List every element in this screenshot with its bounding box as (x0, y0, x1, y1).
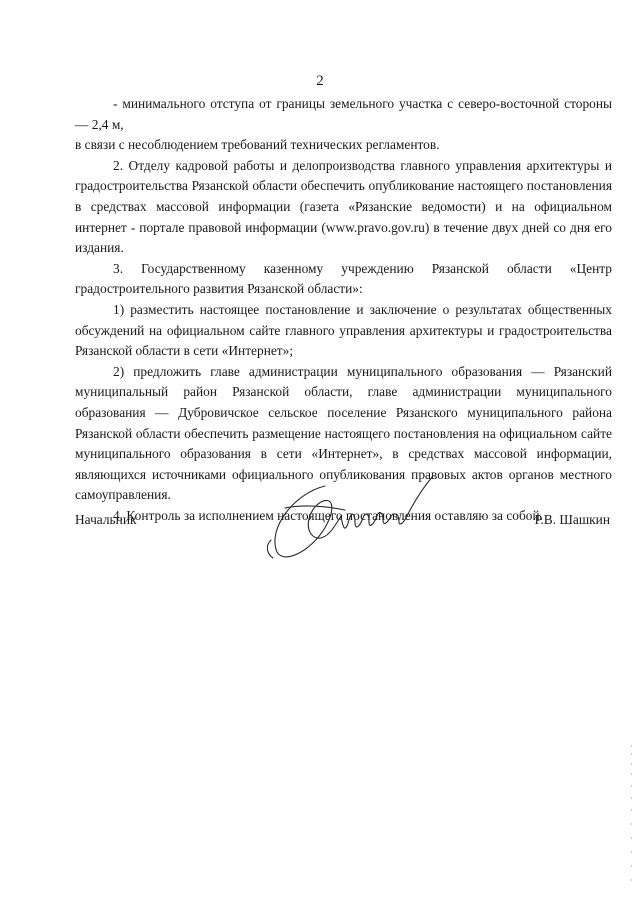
handwritten-signature-icon (255, 468, 445, 568)
paragraph-regulations: в связи с несоблюдением требований технических регламентов. (75, 137, 440, 153)
document-body (75, 94, 612, 526)
paragraph-subitem-1: 1) разместить настоящее постановление и заключение о результатах общественных обсуждений на официальном сайте главного управления архитектуры и градостроительства Рязанской области в сети «Интернет»; (75, 301, 612, 359)
paragraph-item-3: 3. Государственному казенному учреждению Рязанской области «Центр градостроительного развития Рязанской области»: (75, 260, 612, 297)
scan-edge-artifact (630, 745, 634, 885)
paragraph-subitem-2: 2) предложить главе администрации муниципального образования — Рязанский муниципальный район Рязанской области, главе администрации муниципального образования — Дубровичское сельское поселение Рязанского муниципального района Рязанской области обеспечить размещение настоящего постановления на официальном сайте муниципального образования в сети «Интернет», в средствах массовой информации, являющихся источниками официального опубликования правовых актов органов местного самоуправления. (75, 363, 612, 503)
paragraph-item-4: 4. Контроль за исполнением настоящего постановления оставляю за собой. (113, 507, 544, 523)
signatory-name: Р.В. Шашкин (534, 512, 610, 527)
paragraph-item-2: 2. Отделу кадровой работы и делопроизводства главного управления архитектуры и градостроительства Рязанской области обеспечить опубликование настоящего постановления в средствах массовой информации (газета «Рязанские ведомости) и на официальном интернет - портале правовой информации (www.pravo.gov.ru) в течение двух дней со дня его издания. (75, 157, 612, 256)
signatory-position: Начальник (75, 512, 137, 527)
page-number: 2 (316, 73, 324, 89)
paragraph-min-offset: - минимального отступа от границы земельного участка с северо-восточной стороны — 2,4 м, (75, 96, 612, 132)
